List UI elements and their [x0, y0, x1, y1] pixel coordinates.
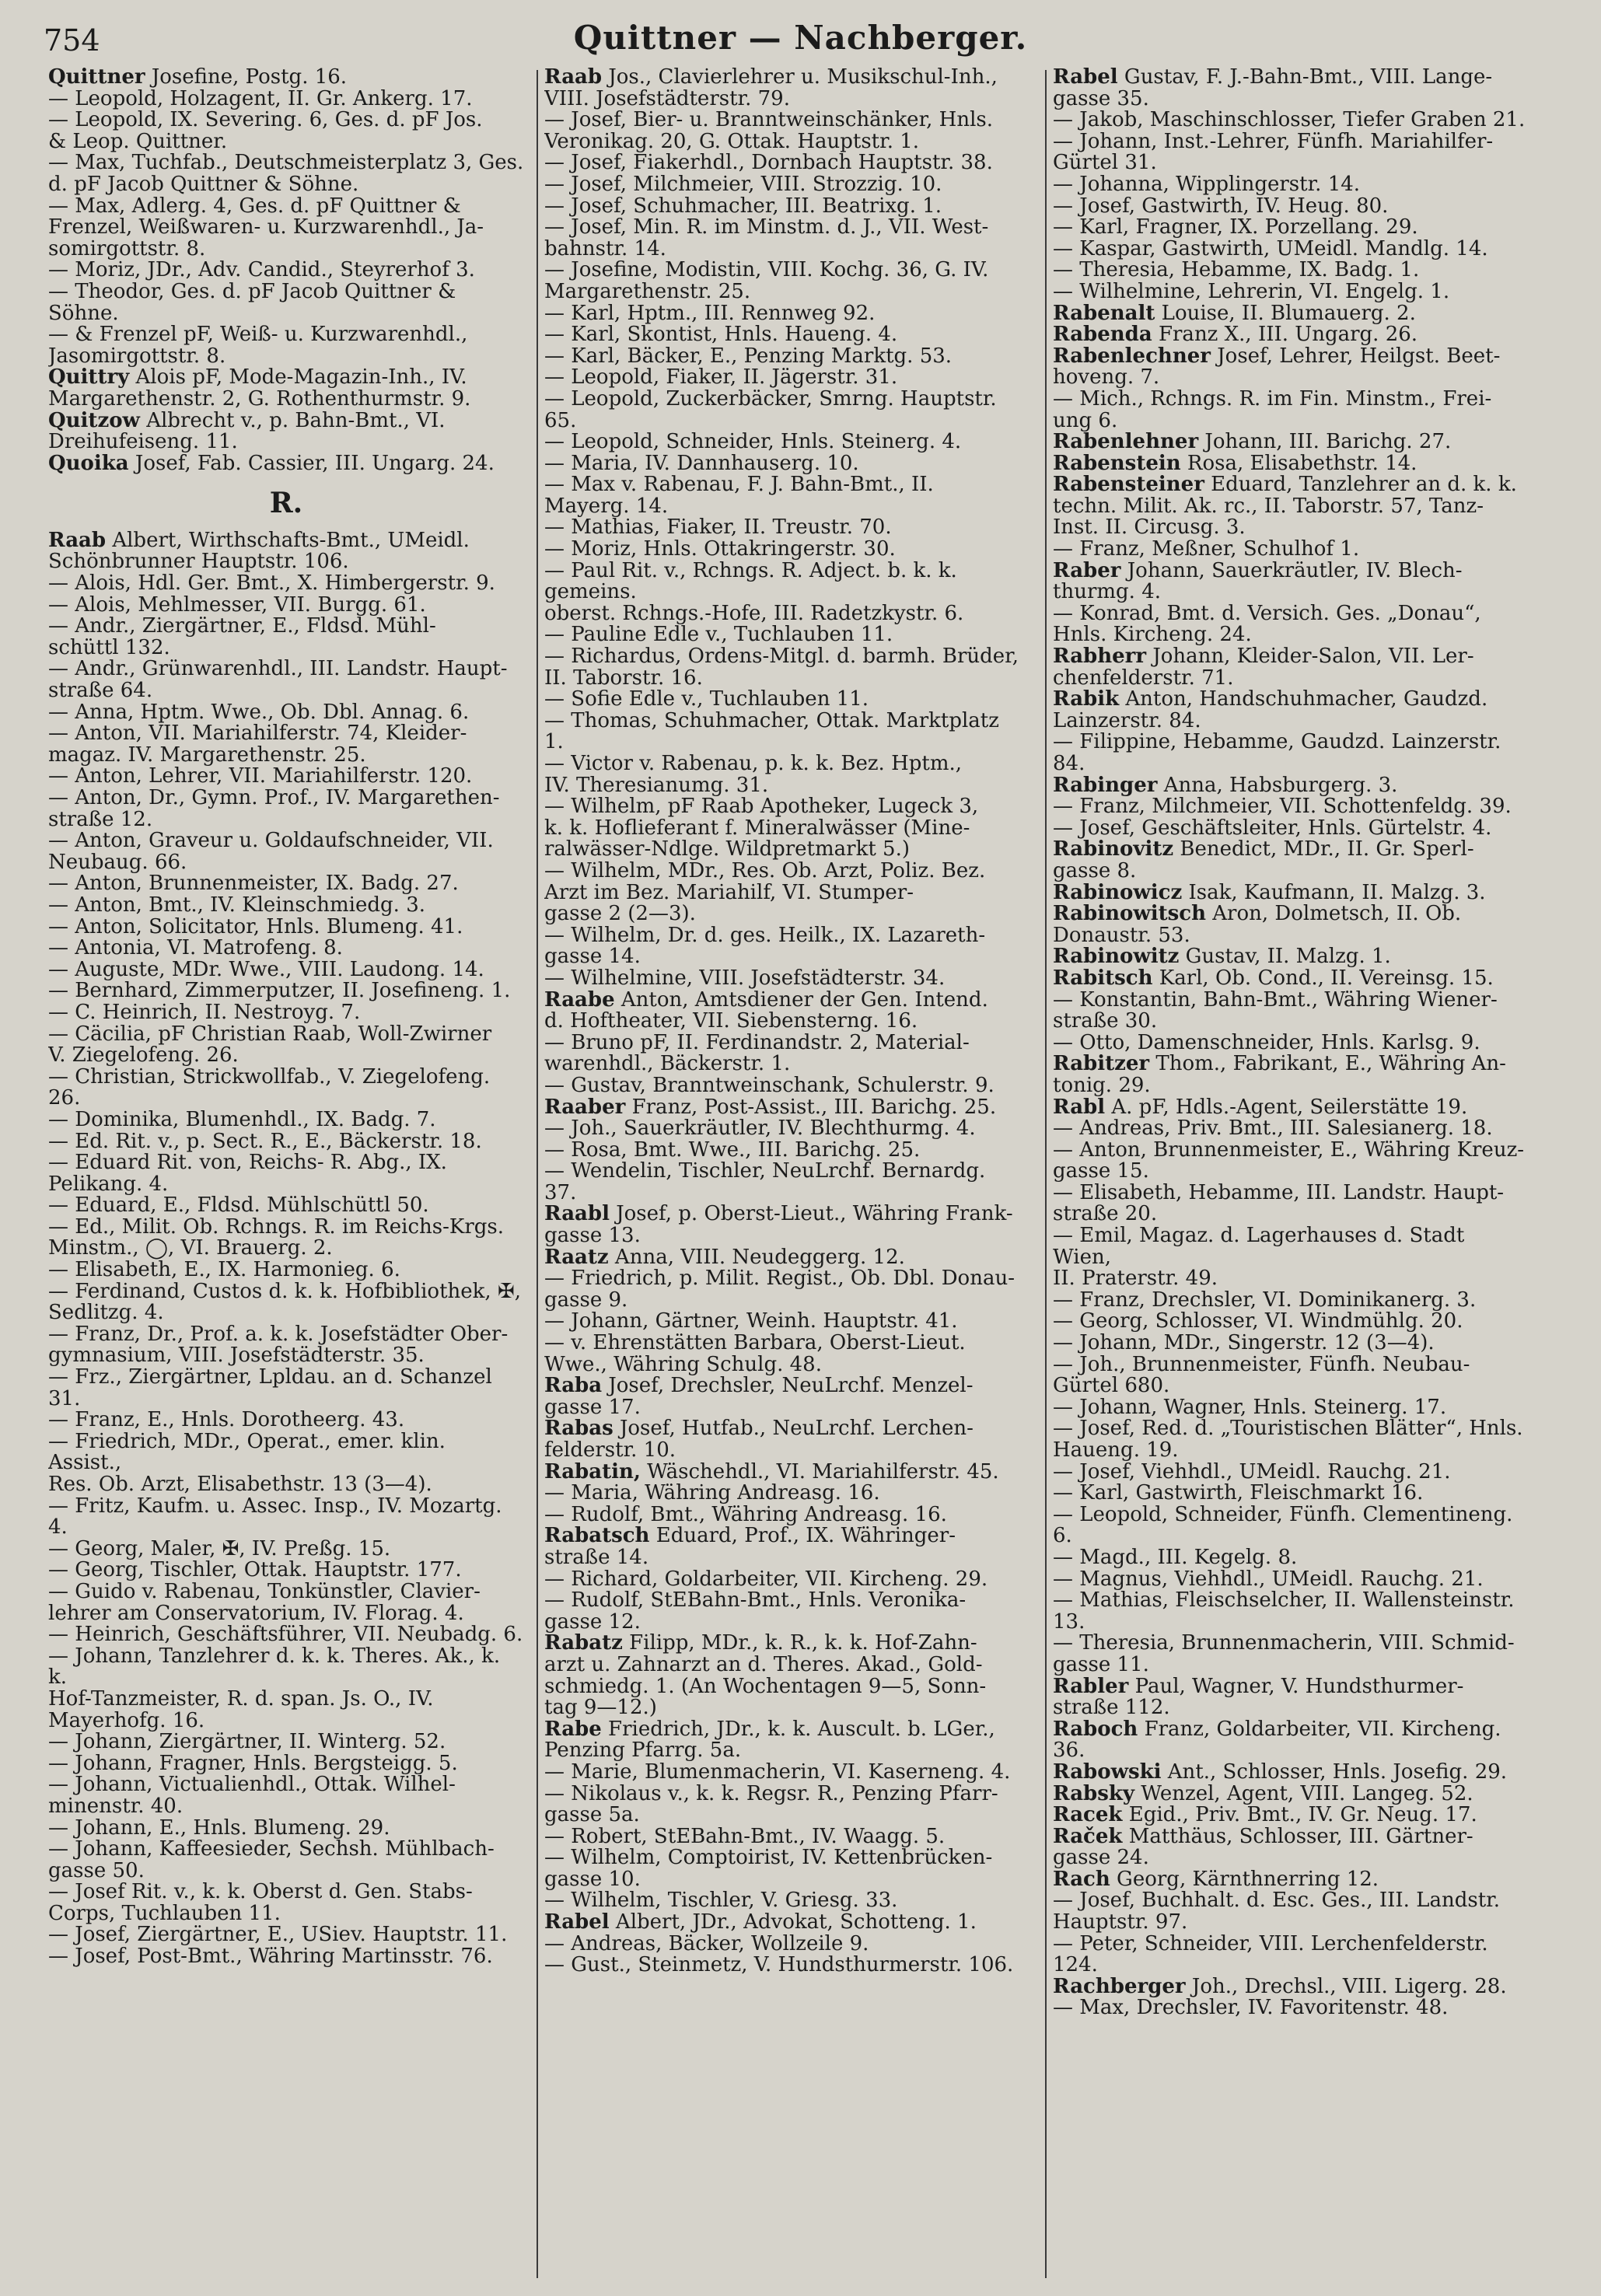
directory-entry: — Georg, Schlosser, VI. Windmühlg. 20.: [1053, 1309, 1463, 1333]
directory-entry: Rabenstein Rosa, Elisabethstr. 14.: [1053, 451, 1417, 475]
directory-entry: — Johann, Fragner, Hnls. Bergsteigg. 5.: [48, 1751, 458, 1775]
directory-entry: — Josef, Red. d. „Touristischen Blätter“, Hnls. Haueng. 19.: [1053, 1417, 1523, 1462]
directory-entry: — Johann, MDr., Singerstr. 12 (3—4).: [1053, 1331, 1435, 1355]
surname: Rabenalt: [1053, 301, 1155, 325]
column-2: [544, 67, 1020, 2275]
directory-entry: — Karl, Skontist, Hnls. Haueng. 4.: [544, 323, 898, 347]
directory-entry: Rabitzer Thom., Fabrikant, E., Währing An- tonig. 29.: [1053, 1052, 1506, 1097]
directory-entry: Rabik Anton, Handschuhmacher, Gaudzd. Lainzerstr. 84.: [1053, 687, 1488, 732]
directory-entry: — Karl, Fragner, IX. Porzellang. 29.: [1053, 215, 1418, 239]
directory-entry: Rabel Albert, JDr., Advokat, Schotteng. 1.: [544, 1910, 977, 1934]
directory-entry: — Ferdinand, Custos d. k. k. Hofbibliothek, ✠, Sedlitzg. 4.: [48, 1279, 522, 1325]
directory-entry: — Victor v. Rabenau, p. k. k. Bez. Hptm., IV. Theresianumg. 31.: [544, 752, 963, 797]
directory-entry: — Josef, Milchmeier, VIII. Strozzig. 10.: [544, 172, 942, 196]
directory-entry: — C. Heinrich, II. Nestroyg. 7.: [48, 1000, 361, 1024]
directory-entry: Raab Jos., Clavierlehrer u. Musikschul-Inh., VIII. Josefstädterstr. 79.: [544, 67, 998, 110]
directory-entry: — Maria, Währing Andreasg. 16.: [544, 1481, 880, 1505]
surname: Raček: [1053, 1824, 1123, 1848]
directory-entry: — Franz, E., Hnls. Dorotheerg. 43.: [48, 1408, 405, 1432]
directory-entry: — Magnus, Viehhdl., UMeidl. Rauchg. 21.: [1053, 1567, 1484, 1591]
column-1-entries-q: [48, 67, 524, 474]
directory-entry: — Josef, Geschäftsleiter, Hnls. Gürtelstr. 4.: [1053, 816, 1492, 840]
directory-entry: — Max, Adlerg. 4, Ges. d. pF Quittner & Frenzel, Weißwaren- u. Kurzwarenhdl., Ja- somirgottstr. 8.: [48, 194, 484, 260]
directory-entry: Rabl A. pF, Hdls.-Agent, Seilerstätte 19.: [1053, 1095, 1468, 1119]
directory-entry: — Bruno pF, II. Ferdinandstr. 2, Material- warenhdl., Bäckerstr. 1.: [544, 1030, 970, 1076]
directory-entry: — Wilhelm, Tischler, V. Griesg. 33.: [544, 1889, 898, 1913]
surname: Rabinowicz: [1053, 880, 1183, 904]
directory-entry: Rabherr Johann, Kleider-Salon, VII. Ler- chenfelderstr. 71.: [1053, 645, 1474, 690]
directory-entry: — Mathias, Fleischselcher, II. Wallensteinstr. 13.: [1053, 1588, 1515, 1634]
directory-entry: — Josef, Gastwirth, IV. Heug. 80.: [1053, 194, 1389, 218]
surname: Raabe: [544, 987, 615, 1012]
directory-entry: Rabinowitsch Aron, Dolmetsch, II. Ob. Donaustr. 53.: [1053, 902, 1462, 947]
directory-entry: — Elisabeth, Hebamme, III. Landstr. Haupt- straße 20.: [1053, 1180, 1505, 1226]
directory-entry: — Anton, Bmt., IV. Kleinschmiedg. 3.: [48, 893, 426, 917]
directory-entry: — & Frenzel pF, Weiß- u. Kurzwarenhdl., Jasomirgottstr. 8.: [48, 323, 468, 368]
surname: Quoika: [48, 451, 129, 475]
surname: Rabenlehner: [1053, 430, 1199, 454]
directory-entry: — Max, Tuchfab., Deutschmeisterplatz 3, Ges. d. pF Jacob Quittner & Söhne.: [48, 151, 524, 196]
surname: Raabl: [544, 1202, 610, 1226]
directory-entry: Rabinovitz Benedict, MDr., II. Gr. Sperl- gasse 8.: [1053, 837, 1474, 882]
directory-entry: — Gustav, Branntweinschank, Schulerstr. 9.: [544, 1073, 995, 1097]
directory-entry: Rabsky Wenzel, Agent, VIII. Langeg. 52.: [1053, 1781, 1473, 1805]
directory-entry: — Peter, Schneider, VIII. Lerchenfelderstr. 124.: [1053, 1931, 1488, 1977]
directory-entry: — Wilhelm, Comptoirist, IV. Kettenbrücken- gasse 10.: [544, 1846, 993, 1891]
directory-entry: — Franz, Meßner, Schulhof 1.: [1053, 537, 1360, 561]
column-1: [48, 67, 524, 2275]
directory-entry: — Anna, Hptm. Wwe., Ob. Dbl. Annag. 6.: [48, 700, 470, 724]
surname: Rabel: [1053, 67, 1118, 89]
surname: Raba: [544, 1374, 603, 1398]
directory-entry: — Josef, Min. R. im Minstm. d. J., VII. West- bahnstr. 14.: [544, 215, 989, 260]
running-head: Quittner — Nachberger.: [573, 19, 1028, 57]
surname: Raber: [1053, 558, 1121, 582]
column-3: [1053, 67, 1529, 2275]
directory-entry: — Anton, Dr., Gymn. Prof., IV. Margarethen- straße 12.: [48, 786, 500, 831]
directory-entry: Quitzow Albrecht v., p. Bahn-Bmt., VI. Dreihufeiseng. 11.: [48, 408, 446, 454]
directory-entry: Rabenlechner Josef, Lehrer, Heilgst. Beet- hoveng. 7.: [1053, 344, 1501, 390]
directory-entry: — Kaspar, Gastwirth, UMeidl. Mandlg. 14.: [1053, 236, 1488, 260]
directory-entry: — Josef, Fiakerhdl., Dornbach Hauptstr. 38.: [544, 151, 993, 175]
directory-entry: Rabatsch Eduard, Prof., IX. Währinger- straße 14.: [544, 1524, 956, 1569]
directory-entry: Raab Albert, Wirthschafts-Bmt., UMeidl. Schönbrunner Hauptstr. 106.: [48, 528, 470, 574]
directory-entry: Rabel Gustav, F. J.-Bahn-Bmt., VIII. Lange- gasse 35.: [1053, 67, 1493, 110]
directory-entry: — Frz., Ziergärtner, Lpldau. an d. Schanzel 31.: [48, 1365, 492, 1410]
directory-entry: — Heinrich, Geschäftsführer, VII. Neubadg. 6.: [48, 1623, 523, 1647]
directory-entry: — Max, Drechsler, IV. Favoritenstr. 48.: [1053, 1996, 1449, 2020]
directory-entry: — Mich., Rchngs. R. im Fin. Minstm., Frei- ung 6.: [1053, 386, 1492, 432]
directory-entry: — Leopold, Zuckerbäcker, Smrng. Hauptstr. 65.: [544, 386, 997, 432]
column-rule: [1045, 70, 1047, 2278]
surname: Racek: [1053, 1803, 1123, 1827]
surname: Rach: [1053, 1867, 1110, 1891]
surname: Rabatsch: [544, 1524, 650, 1548]
directory-entry: — Wendelin, Tischler, NeuLrchf. Bernardg. 37.: [544, 1159, 986, 1204]
directory-entry: — Moriz, JDr., Adv. Candid., Steyrerhof 3.: [48, 258, 475, 282]
directory-entry: — Wilhelmine, Lehrerin, VI. Engelg. 1.: [1053, 279, 1450, 303]
directory-entry: — Anton, Brunnenmeister, E., Währing Kreuz- gasse 15.: [1053, 1138, 1525, 1183]
directory-entry: — Karl, Hptm., III. Rennweg 92.: [544, 301, 876, 325]
directory-entry: — Eduard, E., Fldsd. Mühlschüttl 50.: [48, 1193, 429, 1218]
column-2-entries: [544, 67, 1020, 1976]
directory-entry: — Bernhard, Zimmerputzer, II. Josefineng. 1.: [48, 979, 511, 1003]
directory-entry: — Josef, Viehhdl., UMeidl. Rauchg. 21.: [1053, 1459, 1451, 1483]
directory-entry: — Leopold, Schneider, Fünfh. Clementineng. 6.: [1053, 1502, 1513, 1548]
surname: Quittner: [48, 67, 145, 89]
directory-entry: — Ed., Milit. Ob. Rchngs. R. im Reichs-Krgs. Minstm., ◯, VI. Brauerg. 2.: [48, 1214, 505, 1260]
directory-entry: — Andreas, Bäcker, Wollzeile 9.: [544, 1931, 869, 1955]
directory-entry: — Anton, Graveur u. Goldaufschneider, VII. Neubaug. 66.: [48, 829, 494, 874]
directory-entry: — Franz, Dr., Prof. a. k. k. Josefstädter Ober- gymnasium, VIII. Josefstädterstr. 35.: [48, 1322, 509, 1368]
surname: Raatz: [544, 1245, 609, 1269]
directory-entry: — Theodor, Ges. d. pF Jacob Quittner & Söhne.: [48, 279, 456, 325]
directory-entry: — Johann, Tanzlehrer d. k. k. Theres. Ak., k. k. Hof-Tanzmeister, R. d. span. Js. O., IV. Mayerhofg. 16.: [48, 1644, 501, 1732]
directory-entry: Raatz Anna, VIII. Neudeggerg. 12.: [544, 1245, 905, 1269]
surname: Raboch: [1053, 1717, 1138, 1741]
directory-entry: — Leopold, Fiaker, II. Jägerstr. 31.: [544, 365, 898, 390]
directory-entry: — Joh., Brunnenmeister, Fünfh. Neubau- Gürtel 680.: [1053, 1352, 1470, 1398]
directory-entry: Rabenda Franz X., III. Ungarg. 26.: [1053, 323, 1418, 347]
directory-entry: — Leopold, IX. Severing. 6, Ges. d. pF Jos. & Leop. Quittner.: [48, 108, 483, 153]
directory-entry: Quittry Alois pF, Mode-Magazin-Inh., IV. Margarethenstr. 2, G. Rothenthurmstr. 9.: [48, 365, 471, 411]
directory-entry: Rabatz Filipp, MDr., k. R., k. k. Hof-Zahn- arzt u. Zahnarzt an d. Theres. Akad., Gold- schmiedg. 1. (An Wochentagen 9—5, Sonn- tag 9—12.): [544, 1631, 987, 1720]
directory-entry: — Friedrich, p. Milit. Regist., Ob. Dbl. Donau- gasse 9.: [544, 1267, 1015, 1312]
directory-entry: Rabowski Ant., Schlosser, Hnls. Josefig. 29.: [1053, 1760, 1508, 1784]
directory-entry: — Anton, VII. Mariahilferstr. 74, Kleider- magaz. IV. Margarethenstr. 25.: [48, 722, 467, 767]
surname: Rabsky: [1053, 1781, 1134, 1805]
surname: Rachberger: [1053, 1974, 1186, 1998]
directory-entry: — Paul Rit. v., Rchngs. R. Adject. b. k. k. gemeins. oberst. Rchngs.-Hofe, III. Radetzkystr. 6.: [544, 558, 964, 625]
directory-entry: Racek Egid., Priv. Bmt., IV. Gr. Neug. 17.: [1053, 1803, 1477, 1827]
directory-entry: — Maria, IV. Dannhauserg. 10.: [544, 451, 859, 475]
surname: Rabik: [1053, 687, 1120, 711]
directory-entry: — Josef, Bier- u. Branntweinschänker, Hnls. Veronikag. 20, G. Ottak. Hauptstr. 1.: [544, 108, 994, 153]
surname: Quittry: [48, 365, 130, 390]
directory-entry: — Franz, Milchmeier, VII. Schottenfeldg. 39.: [1053, 795, 1512, 819]
directory-entry: — Richardus, Ordens-Mitgl. d. barmh. Brüder, II. Taborstr. 16.: [544, 645, 1019, 690]
surname: Rabenstein: [1053, 451, 1181, 475]
surname: Rabe: [544, 1717, 602, 1741]
directory-entry: — v. Ehrenstätten Barbara, Oberst-Lieut. Wwe., Währing Schulg. 48.: [544, 1331, 966, 1376]
directory-entry: — Richard, Goldarbeiter, VII. Kircheng. 29.: [544, 1567, 988, 1591]
directory-entry: — Andr., Grünwarenhdl., III. Landstr. Haupt- straße 64.: [48, 657, 508, 703]
directory-entry: — Pauline Edle v., Tuchlauben 11.: [544, 623, 893, 647]
directory-entry: Raaber Franz, Post-Assist., III. Barichg. 25.: [544, 1095, 997, 1119]
directory-entry: — Johann, Gärtner, Weinh. Hauptstr. 41.: [544, 1309, 958, 1333]
surname: Rabitsch: [1053, 966, 1153, 990]
directory-entry: Rabas Josef, Hutfab., NeuLrchf. Lerchen- felderstr. 10.: [544, 1417, 974, 1462]
directory-entry: Raber Johann, Sauerkräutler, IV. Blech- thurmg. 4.: [1053, 558, 1463, 604]
directory-entry: Quittner Josefine, Postg. 16.: [48, 67, 348, 89]
directory-entry: Rachberger Joh., Drechsl., VIII. Ligerg. 28.: [1053, 1974, 1507, 1998]
directory-entry: — Johann, Wagner, Hnls. Steinerg. 17.: [1053, 1395, 1447, 1419]
directory-entry: — Filippine, Hebamme, Gaudzd. Lainzerstr. 84.: [1053, 730, 1501, 775]
directory-entry: — Johanna, Wipplingerstr. 14.: [1053, 172, 1361, 196]
directory-entry: Rabe Friedrich, JDr., k. k. Auscult. b. LGer., Penzing Pfarrg. 5a.: [544, 1717, 995, 1763]
directory-entry: — Andr., Ziergärtner, E., Fldsd. Mühl- schüttl 132.: [48, 614, 436, 659]
directory-entry: Rach Georg, Kärnthnerring 12.: [1053, 1867, 1379, 1891]
surname: Rabl: [1053, 1095, 1106, 1119]
directory-entry: — Karl, Bäcker, E., Penzing Marktg. 53.: [544, 344, 953, 368]
directory-entry: — Konstantin, Bahn-Bmt., Währing Wiener- straße 30.: [1053, 987, 1498, 1033]
directory-entry: — Wilhelm, Dr. d. ges. Heilk., IX. Lazareth- gasse 14.: [544, 923, 986, 969]
directory-entry: Rabenlehner Johann, III. Barichg. 27.: [1053, 430, 1452, 454]
surname: Rabler: [1053, 1674, 1129, 1698]
surname: Rabinger: [1053, 773, 1158, 797]
directory-entry: — Ed. Rit. v., p. Sect. R., E., Bäckerstr. 18.: [48, 1129, 482, 1153]
directory-entry: Raboch Franz, Goldarbeiter, VII. Kircheng. 36.: [1053, 1717, 1501, 1763]
directory-entry: — Leopold, Holzagent, II. Gr. Ankerg. 17.: [48, 86, 473, 110]
directory-entry: — Fritz, Kaufm. u. Assec. Insp., IV. Mozartg. 4.: [48, 1494, 502, 1539]
directory-entry: — Georg, Maler, ✠, IV. Preßg. 15.: [48, 1536, 391, 1560]
directory-entry: — Elisabeth, E., IX. Harmonieg. 6.: [48, 1258, 400, 1282]
surname: Rabel: [544, 1910, 610, 1934]
directory-entry: — Josefine, Modistin, VIII. Kochg. 36, G. IV. Margarethenstr. 25.: [544, 258, 989, 303]
surname: Rabensteiner: [1053, 473, 1204, 497]
directory-entry: — Johann, Ziergärtner, II. Winterg. 52.: [48, 1730, 446, 1754]
directory-entry: — Josef Rit. v., k. k. Oberst d. Gen. Stabs- Corps, Tuchlauben 11.: [48, 1880, 473, 1925]
surname: Rabenlechner: [1053, 344, 1211, 368]
surname: Rabatin,: [544, 1459, 641, 1483]
directory-entry: — Dominika, Blumenhdl., IX. Badg. 7.: [48, 1107, 436, 1131]
directory-entry: — Wilhelm, pF Raab Apotheker, Lugeck 3, k. k. Hoflieferant f. Mineralwässer (Mine- ralwässer-Ndlge. Wildpretmarkt 5.): [544, 795, 979, 861]
directory-entry: — Rosa, Bmt. Wwe., III. Barichg. 25.: [544, 1138, 921, 1162]
directory-entry: — Gust., Steinmetz, V. Hundsthurmerstr. 106.: [544, 1953, 1014, 1977]
directory-entry: — Guido v. Rabenau, Tonkünstler, Clavier- lehrer am Conservatorium, IV. Florag. 4.: [48, 1579, 481, 1625]
directory-entry: — Wilhelmine, VIII. Josefstädterstr. 34.: [544, 966, 946, 990]
directory-entry: Rabler Paul, Wagner, V. Hundsthurmer- straße 112.: [1053, 1674, 1464, 1720]
directory-entry: — Eduard Rit. von, Reichs- R. Abg., IX. Pelikang. 4.: [48, 1151, 447, 1196]
directory-entry: — Thomas, Schuhmacher, Ottak. Marktplatz 1.: [544, 708, 999, 754]
directory-entry: — Magd., III. Kegelg. 8.: [1053, 1545, 1298, 1569]
directory-entry: — Max v. Rabenau, F. J. Bahn-Bmt., II. Mayerg. 14.: [544, 473, 934, 518]
directory-entry: — Alois, Hdl. Ger. Bmt., X. Himbergerstr. 9.: [48, 571, 495, 596]
directory-entry: — Johann, Inst.-Lehrer, Fünfh. Mariahilfer- Gürtel 31.: [1053, 129, 1494, 175]
column-rule: [537, 70, 538, 2278]
directory-entry: — Josef, Buchhalt. d. Esc. Ges., III. Landstr. Hauptstr. 97.: [1053, 1889, 1500, 1934]
directory-entry: — Marie, Blumenmacherin, VI. Kaserneng. 4.: [544, 1760, 1011, 1784]
surname: Rabherr: [1053, 645, 1147, 669]
directory-entry: — Friedrich, MDr., Operat., emer. klin. Assist., Res. Ob. Arzt, Elisabethstr. 13 (3—4).: [48, 1429, 446, 1496]
directory-entry: — Anton, Brunnenmeister, IX. Badg. 27.: [48, 872, 459, 896]
directory-entry: — Johann, Kaffeesieder, Sechsh. Mühlbach- gasse 50.: [48, 1837, 495, 1882]
directory-entry: Raba Josef, Drechsler, NeuLrchf. Menzel- gasse 17.: [544, 1374, 974, 1419]
directory-entry: — Josef, Post-Bmt., Währing Martinsstr. 76.: [48, 1945, 493, 1969]
directory-entry: — Andreas, Priv. Bmt., III. Salesianerg. 18.: [1053, 1117, 1493, 1141]
surname: Quitzow: [48, 408, 140, 432]
directory-entry: — Alois, Mehlmesser, VII. Burgg. 61.: [48, 592, 426, 617]
directory-entry: Rabensteiner Eduard, Tanzlehrer an d. k. k. techn. Milit. Ak. rc., II. Taborstr. 57, Tanz- Inst. II. Circusg. 3.: [1053, 473, 1517, 540]
surname: Rabinovitz: [1053, 837, 1174, 861]
directory-entry: — Auguste, MDr. Wwe., VIII. Laudong. 14.: [48, 957, 484, 981]
directory-entry: — Sofie Edle v., Tuchlauben 11.: [544, 687, 869, 711]
directory-entry: — Christian, Strickwollfab., V. Ziegelofeng. 26.: [48, 1064, 491, 1110]
directory-entry: — Rudolf, Bmt., Währing Andreasg. 16.: [544, 1502, 947, 1526]
directory-entry: Raabl Josef, p. Oberst-Lieut., Währing Frank- gasse 13.: [544, 1202, 1013, 1248]
surname: Raab: [48, 528, 107, 552]
directory-entry: — Cäcilia, pF Christian Raab, Woll-Zwirner V. Ziegelofeng. 26.: [48, 1022, 492, 1068]
directory-entry: — Karl, Gastwirth, Fleischmarkt 16.: [1053, 1481, 1424, 1505]
page-number: 754: [44, 23, 100, 58]
directory-entry: — Franz, Drechsler, VI. Dominikanerg. 3.: [1053, 1288, 1477, 1312]
directory-entry: — Georg, Tischler, Ottak. Hauptstr. 177.: [48, 1558, 462, 1582]
directory-entry: — Josef, Ziergärtner, E., USiev. Hauptstr. 11.: [48, 1923, 508, 1947]
directory-entry: — Jakob, Maschinschlosser, Tiefer Graben 21.: [1053, 108, 1526, 132]
directory-entry: Rabatin, Wäschehdl., VI. Mariahilferstr. 45.: [544, 1459, 999, 1483]
directory-entry: — Josef, Schuhmacher, III. Beatrixg. 1.: [544, 194, 942, 218]
directory-entry: Rabinowitz Gustav, II. Malzg. 1.: [1053, 945, 1391, 969]
column-1-entries-r: [48, 530, 524, 1968]
surname: Rabinowitsch: [1053, 902, 1206, 926]
directory-entry: — Theresia, Hebamme, IX. Badg. 1.: [1053, 258, 1420, 282]
surname: Raaber: [544, 1095, 626, 1119]
directory-entry: Raabe Anton, Amtsdiener der Gen. Intend. d. Hoftheater, VII. Siebensterng. 16.: [544, 987, 988, 1033]
directory-entry: Rabinger Anna, Habsburgerg. 3.: [1053, 773, 1398, 797]
directory-entry: Quoika Josef, Fab. Cassier, III. Ungarg. 24.: [48, 451, 495, 475]
directory-entry: — Nikolaus v., k. k. Regsr. R., Penzing Pfarr- gasse 5a.: [544, 1781, 998, 1827]
directory-entry: — Rudolf, StEBahn-Bmt., Hnls. Veronika- gasse 12.: [544, 1588, 967, 1634]
directory-entry: — Konrad, Bmt. d. Versich. Ges. „Donau“, Hnls. Kircheng. 24.: [1053, 601, 1481, 647]
directory-entry: — Johann, Victualienhdl., Ottak. Wilhel- minenstr. 40.: [48, 1773, 456, 1818]
directory-entry: — Leopold, Schneider, Hnls. Steinerg. 4.: [544, 430, 962, 454]
surname: Rabenda: [1053, 323, 1152, 347]
section-letter: R.: [269, 487, 303, 520]
directory-entry: — Emil, Magaz. d. Lagerhauses d. Stadt Wien, II. Praterstr. 49.: [1053, 1224, 1465, 1291]
directory-entry: — Robert, StEBahn-Bmt., IV. Waagg. 5.: [544, 1824, 946, 1848]
surname: Raab: [544, 67, 603, 89]
directory-entry: — Moriz, Hnls. Ottakringerstr. 30.: [544, 537, 896, 561]
surname: Rabitzer: [1053, 1052, 1150, 1076]
surname: Rabowski: [1053, 1760, 1162, 1784]
directory-entry: — Johann, E., Hnls. Blumeng. 29.: [48, 1815, 390, 1840]
directory-entry: Rabinowicz Isak, Kaufmann, II. Malzg. 3.: [1053, 880, 1486, 904]
column-3-entries: [1053, 67, 1529, 2019]
surname: Rabatz: [544, 1631, 623, 1655]
directory-entry: — Anton, Lehrer, VII. Mariahilferstr. 120.: [48, 764, 473, 788]
surname: Rabinowitz: [1053, 945, 1180, 969]
directory-entry: — Joh., Sauerkräutler, IV. Blechthurmg. 4.: [544, 1117, 976, 1141]
directory-entry: — Theresia, Brunnenmacherin, VIII. Schmid- gasse 11.: [1053, 1631, 1515, 1676]
directory-entry: — Anton, Solicitator, Hnls. Blumeng. 41.: [48, 914, 463, 938]
directory-entry: — Antonia, VI. Matrofeng. 8.: [48, 936, 343, 960]
directory-entry: Raček Matthäus, Schlosser, III. Gärtner- gasse 24.: [1053, 1824, 1473, 1870]
directory-entry: Rabenalt Louise, II. Blumauerg. 2.: [1053, 301, 1416, 325]
surname: Rabas: [544, 1417, 613, 1441]
directory-entry: — Otto, Damenschneider, Hnls. Karlsg. 9.: [1053, 1030, 1480, 1054]
directory-entry: — Wilhelm, MDr., Res. Ob. Arzt, Poliz. Bez. Arzt im Bez. Mariahilf, VI. Stumper- gasse 2 (2—3).: [544, 858, 986, 926]
directory-entry: — Mathias, Fiaker, II. Treustr. 70.: [544, 515, 892, 540]
directory-entry: Rabitsch Karl, Ob. Cond., II. Vereinsg. 15.: [1053, 966, 1494, 990]
